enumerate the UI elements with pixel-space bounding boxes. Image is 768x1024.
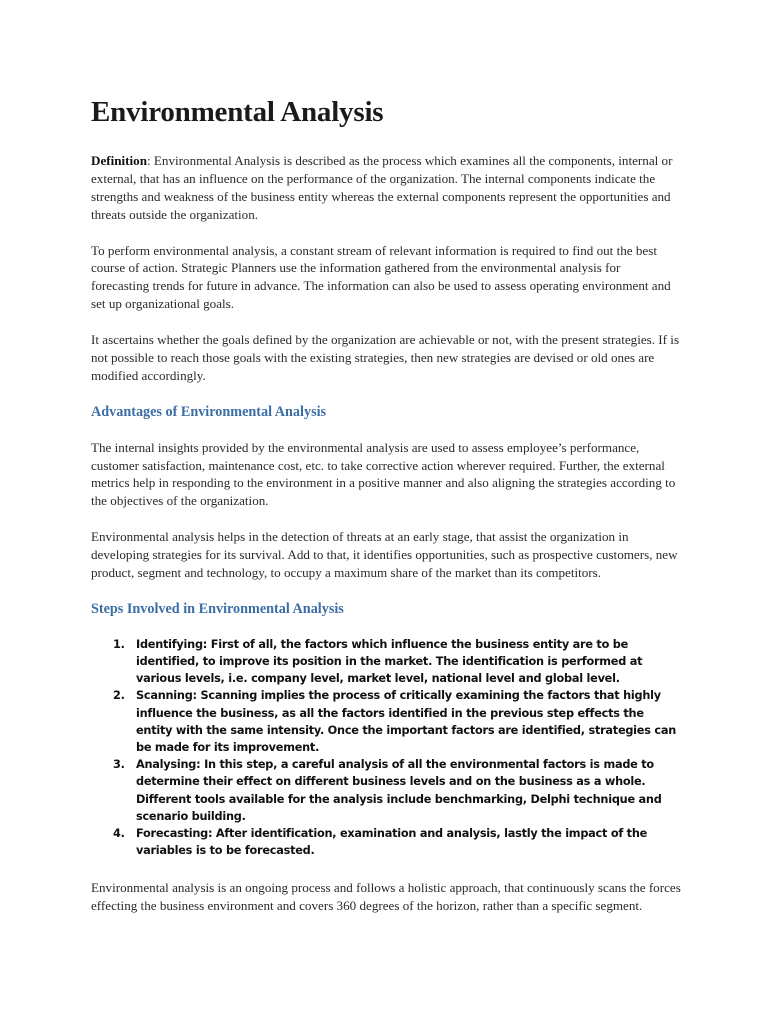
list-item	[91, 825, 681, 859]
list-item	[91, 687, 681, 756]
definition-text: : Environmental Analysis is described as the process which examines all the components, internal or external, that has an influence on the performance of the organization. The internal components indicate the strengths and weakness of the business entity whereas the external components represent the opportunities and threats outside the organization.	[91, 153, 673, 222]
definition-paragraph	[91, 152, 681, 224]
document-title: Environmental Analysis	[91, 96, 384, 128]
step-text: In this step, a careful analysis of all the environmental factors is made to determine their effect on different business levels and on the business as a whole. Different tools available for the analysis include benchmarking, Delphi technique and scenario building.	[136, 758, 662, 823]
step-text: First of all, the factors which influence the business entity are to be identified, to improve its position in the market. The identification is performed at various levels, i.e. company level, market level, national level and global level.	[136, 637, 643, 686]
document-page	[91, 92, 681, 933]
step-text: After identification, examination and analysis, lastly the impact of the variables is to be forecasted.	[136, 827, 648, 858]
step-term: Identifying:	[136, 637, 208, 651]
step-number: 1.	[113, 637, 125, 651]
step-number: 4.	[113, 827, 125, 840]
step-text: Scanning implies the process of critically examining the factors that highly influence the business, as all the factors identified in the previous step effects the entity with the same intensity. Once the important factors are identified, strategies can be made for its improvement.	[136, 689, 676, 754]
list-item	[91, 636, 681, 688]
closing-paragraph: Environmental analysis is an ongoing process and follows a holistic approach, that continuously scans the forces effecting the business environment and covers 360 degrees of the horizon, rather than a specific segment.	[91, 880, 681, 914]
steps-heading: Steps Involved in Environmental Analysis	[91, 600, 344, 617]
intro-paragraph: To perform environmental analysis, a constant stream of relevant information is required to find out the best course of action. Strategic Planners use the information gathered from the environmental analysis for forecasting trends for future in advance. The information can also be used to assess operating environment and set up organizational goals.	[91, 242, 671, 312]
advantages-heading: Advantages of Environmental Analysis	[91, 403, 327, 420]
step-term: Analysing:	[136, 758, 201, 772]
steps-list	[91, 636, 681, 860]
step-number: 3.	[113, 758, 125, 772]
step-term: Forecasting:	[136, 827, 213, 840]
step-term: Scanning:	[136, 689, 197, 703]
advantages-paragraph: Environmental analysis helps in the detection of threats at an early stage, that assist the organization in developing strategies for its survival. Add to that, it identifies opportunities, such as prospective customers, new product, segment and technology, to occupy a maximum share of the market than its competitors.	[91, 529, 678, 580]
list-item	[91, 756, 681, 825]
definition-label: Definition	[91, 153, 148, 168]
advantages-paragraph: The internal insights provided by the environmental analysis are used to assess employee’s performance, customer satisfaction, maintenance cost, etc. to take corrective action wherever required. Further, the external metrics help in responding to the environment in a positive manner and also aligning the strategies according to the objectives of the organization.	[91, 439, 676, 509]
step-number: 2.	[113, 689, 125, 703]
intro-paragraph: It ascertains whether the goals defined by the organization are achievable or not, with the present strategies. If is not possible to reach those goals with the existing strategies, then new strategies are devised or old ones are modified accordingly.	[91, 332, 680, 383]
